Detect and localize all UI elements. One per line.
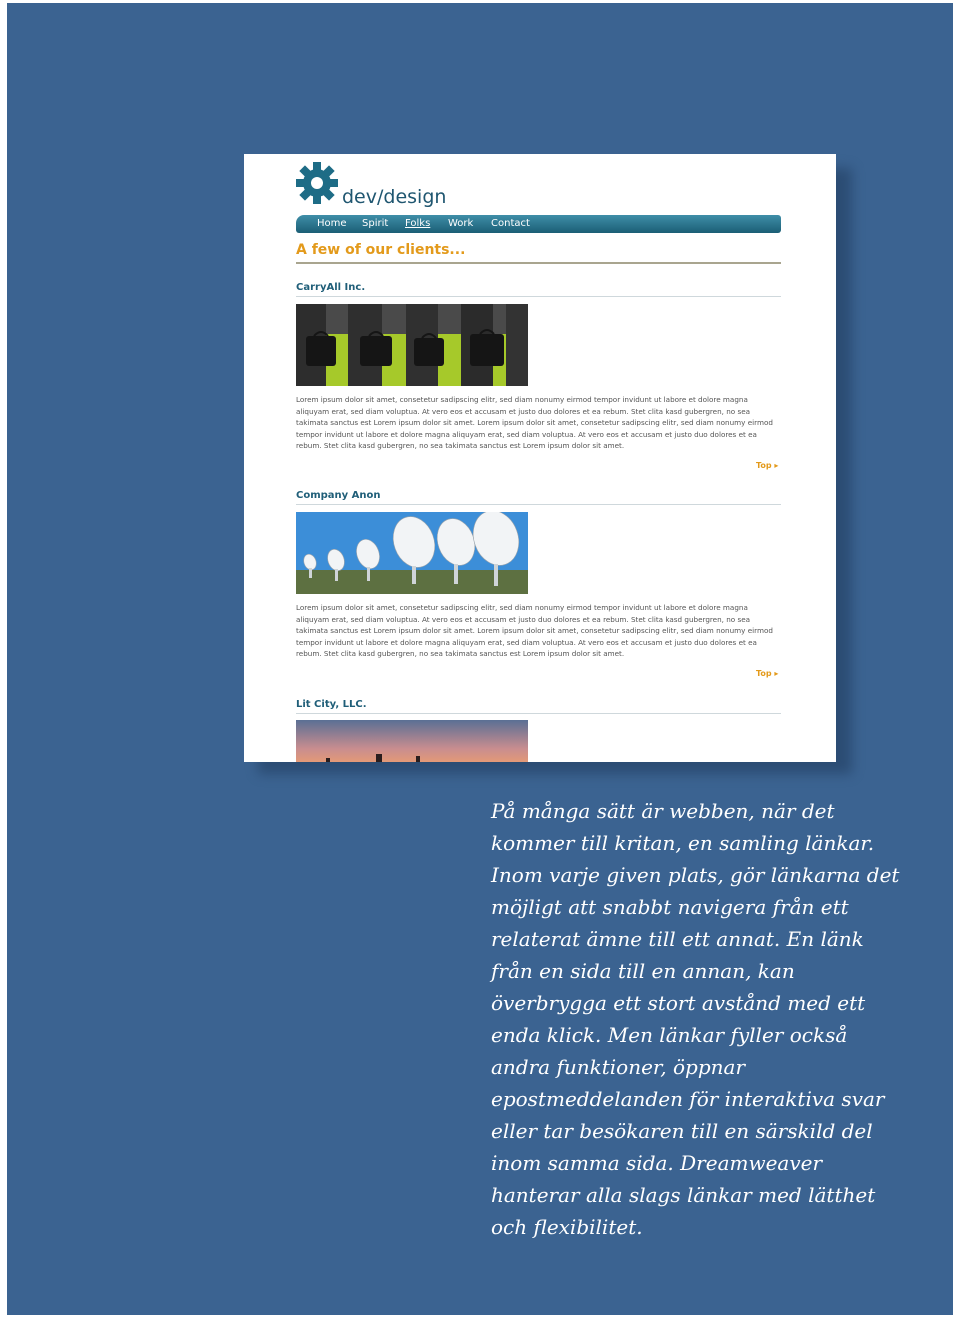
- client-divider: [296, 713, 781, 714]
- body-caption: På många sätt är webben, när det kommer till kritan, en samling länkar. Inom varje given plats, gör länkarna det möjligt att snabbt navigera från ett relaterat ämne till ett annat. En länk från en sida till en annan, kan överbrygga ett stort avstånd med ett enda klick. Men länkar fyller också andra funktioner, öppnar epostmeddelanden för interaktiva svar eller tar besökaren till en särskild del inom samma sida. Dreamweaver hanterar alla slags länkar med lätthet och flexibilitet.: [491, 799, 900, 1239]
- client-description: Lorem ipsum dolor sit amet, consetetur sadipscing elitr, sed diam nonumy eirmod tempor invidunt ut labore et dolore magna aliquyam erat, sed diam voluptua. At vero eos et accusam et justo duo dolores et ea rebum. Stet clita kasd gubergren, no sea takimata sanctus est Lorem ipsum dolor sit amet. Lorem ipsum dolor sit amet, consetetur sadipscing elitr, sed diam nonumy eirmod tempor invidunt ut labore et dolore magna aliquyam erat, sed diam voluptua. At vero eos et accusam et justo duo dolores et ea rebum. Stet clita kasd gubergren, no sea takimata sanctus est Lorem ipsum dolor sit amet.: [296, 603, 773, 659]
- site-logo[interactable]: [294, 160, 494, 208]
- nav-folks[interactable]: Folks: [405, 218, 431, 229]
- sunset-photo-graphic: [296, 720, 528, 762]
- satellite-dishes-graphic: [296, 512, 528, 594]
- main-navigation: [296, 215, 781, 233]
- client-title-company-anon: Company Anon: [296, 490, 381, 501]
- nav-contact[interactable]: Contact: [491, 218, 530, 229]
- logo-text: dev/design: [342, 186, 447, 208]
- businessmen-photo-graphic: [296, 304, 528, 386]
- client-title-carryall: CarryAll Inc.: [296, 282, 366, 293]
- heading-divider: [296, 262, 781, 264]
- nav-spirit[interactable]: Spirit: [362, 218, 389, 229]
- page-heading: A few of our clients...: [296, 242, 466, 258]
- client-description: Lorem ipsum dolor sit amet, consetetur sadipscing elitr, sed diam nonumy eirmod tempor invidunt ut labore et dolore magna aliquyam erat, sed diam voluptua. At vero eos et accusam et justo duo dolores et ea rebum. Stet clita kasd gubergren, no sea takimata sanctus est Lorem ipsum dolor sit amet. Lorem ipsum dolor sit amet, consetetur sadipscing elitr, sed diam nonumy eirmod tempor invidunt ut labore et dolore magna aliquyam erat, sed diam voluptua. At vero eos et accusam et justo duo dolores et ea rebum. Stet clita kasd gubergren, no sea takimata sanctus est Lorem ipsum dolor sit amet.: [296, 395, 773, 451]
- top-link[interactable]: Top ▸: [756, 461, 779, 470]
- top-link[interactable]: Top ▸: [756, 669, 779, 678]
- city-sunset-photo: [296, 720, 528, 762]
- businessmen-briefcases-photo: [296, 304, 528, 386]
- nav-home[interactable]: Home: [317, 218, 347, 229]
- client-divider: [296, 296, 781, 297]
- client-divider: [296, 504, 781, 505]
- satellite-dishes-photo: [296, 512, 528, 594]
- gear-logo-icon: [294, 160, 340, 206]
- client-title-lit-city: Lit City, LLC.: [296, 699, 367, 710]
- nav-work[interactable]: Work: [448, 218, 474, 229]
- website-screenshot: [244, 154, 836, 762]
